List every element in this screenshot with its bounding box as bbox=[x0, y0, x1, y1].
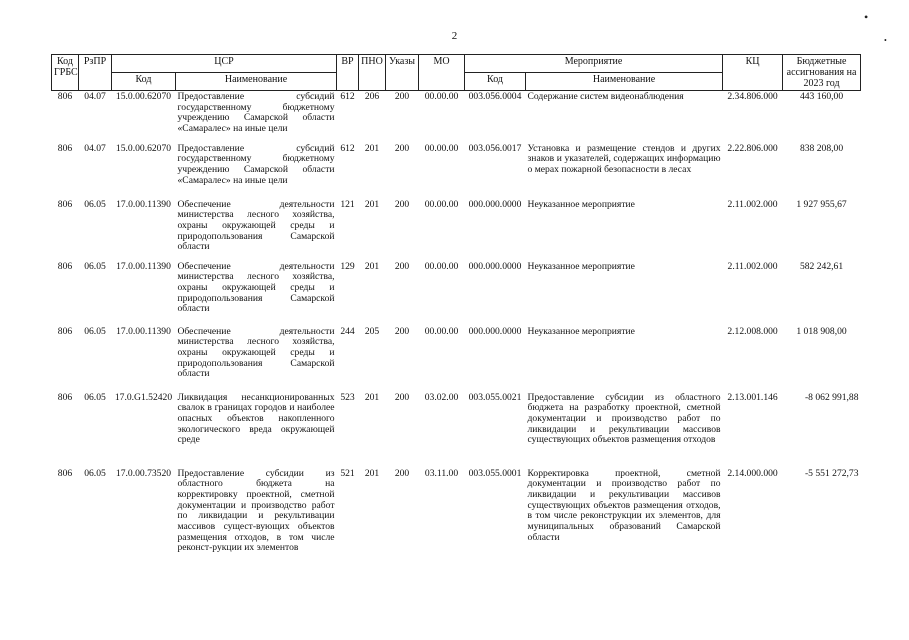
cell-grbs: 806 bbox=[57, 91, 73, 102]
header-rzpr: РзПР bbox=[79, 55, 112, 91]
header-mo: МО bbox=[419, 55, 465, 91]
cell-rzpr: 06.05 bbox=[84, 198, 106, 210]
cell-mo: 00.00.00 bbox=[424, 142, 459, 154]
cell-kc: 2.12.008.000 bbox=[727, 325, 778, 337]
cell-mer-name: Установка и размещение стендов и других знаков и указателей, содержащих информацию о мерах пожарной безопасности в лесах bbox=[527, 142, 721, 175]
cell-rzpr: 06.05 bbox=[84, 260, 106, 272]
cell-rzpr: 04.07 bbox=[84, 91, 106, 102]
cell-sum: 1 018 908,00 bbox=[796, 325, 847, 337]
cell-csr: 17.0.00.11390 bbox=[116, 198, 171, 210]
header-mer-kod: Код bbox=[465, 73, 526, 91]
cell-csr: 17.0.00.11390 bbox=[116, 325, 171, 337]
table-row bbox=[52, 199, 861, 261]
table-row bbox=[52, 91, 861, 143]
cell-grbs: 806 bbox=[57, 260, 73, 272]
cell-csr-name: Обеспечение деятельности министерства лесного хозяйства, охраны окружающей среды и природопользования Самарской области bbox=[177, 198, 335, 253]
cell-ukazy: 200 bbox=[394, 391, 410, 403]
cell-grbs: 806 bbox=[57, 142, 73, 154]
cell-pno: 205 bbox=[364, 325, 380, 337]
cell-pno: 201 bbox=[364, 467, 380, 479]
cell-sum: 582 242,61 bbox=[799, 260, 844, 272]
cell-ukazy: 200 bbox=[394, 198, 410, 210]
cell-csr: 17.0.00.11390 bbox=[116, 260, 171, 272]
header-kod-grbs: Код ГРБС bbox=[52, 55, 79, 91]
cell-mer-kod: 003.055.0001 bbox=[468, 467, 522, 479]
cell-mer-name: Корректировка проектной, сметной документации и производство работ по ликвидации и рекультивации массивов существующих объектов размещения отходов, в том числе реконструкции их элементов, для муниципальных образований Самарской области bbox=[527, 467, 721, 543]
cell-rzpr: 06.05 bbox=[84, 325, 106, 337]
scan-speck: • bbox=[864, 10, 869, 24]
cell-csr-name: Обеспечение деятельности министерства лесного хозяйства, охраны окружающей среды и природопользования Самарской области bbox=[177, 325, 335, 380]
budget-table bbox=[51, 54, 861, 554]
cell-mer-kod: 000.000.0000 bbox=[468, 325, 522, 337]
cell-mer-kod: 000.000.0000 bbox=[468, 260, 522, 272]
cell-grbs: 806 bbox=[57, 325, 73, 337]
cell-ukazy: 200 bbox=[394, 91, 410, 102]
header-mer-name: Наименование bbox=[526, 73, 723, 91]
cell-mer-kod: 003.056.0017 bbox=[468, 142, 522, 154]
cell-sum: -5 551 272,73 bbox=[804, 467, 859, 479]
cell-mer-name: Неуказанное мероприятие bbox=[527, 198, 635, 210]
header-kc: КЦ bbox=[723, 55, 783, 91]
header-csr-name: Наименование bbox=[176, 73, 337, 91]
cell-csr-name: Предоставление субсидии из областного бюджета на корректировку проектной, сметной документации и производство работ по ликвидации и рекультивации массивов сущест-вующих объектов размещения отходов, в том числе реконст-рукции их элементов bbox=[177, 467, 335, 554]
header-meropriyatie: Мероприятие bbox=[465, 55, 723, 73]
cell-rzpr: 04.07 bbox=[84, 142, 106, 154]
cell-kc: 2.34.806.000 bbox=[727, 91, 778, 102]
cell-ukazy: 200 bbox=[394, 142, 410, 154]
table-row bbox=[52, 143, 861, 199]
header-csr: ЦСР bbox=[112, 55, 337, 73]
cell-sum: 443 160,00 bbox=[799, 91, 844, 102]
table-row bbox=[52, 326, 861, 392]
cell-csr: 17.0.G1.52420 bbox=[114, 391, 173, 403]
cell-grbs: 806 bbox=[57, 391, 73, 403]
cell-mo: 00.00.00 bbox=[424, 198, 459, 210]
cell-kc: 2.22.806.000 bbox=[727, 142, 778, 154]
header-vr: ВР bbox=[337, 55, 359, 91]
cell-grbs: 806 bbox=[57, 467, 73, 479]
header-ukazy: Указы bbox=[386, 55, 419, 91]
cell-kc: 2.11.002.000 bbox=[727, 198, 778, 210]
cell-kc: 2.11.002.000 bbox=[727, 260, 778, 272]
cell-rzpr: 06.05 bbox=[84, 391, 106, 403]
cell-mo: 03.02.00 bbox=[424, 391, 459, 403]
cell-ukazy: 200 bbox=[394, 467, 410, 479]
cell-pno: 201 bbox=[364, 198, 380, 210]
cell-pno: 201 bbox=[364, 260, 380, 272]
cell-ukazy: 200 bbox=[394, 260, 410, 272]
cell-mer-name: Предоставление субсидии из областного бюджета на разработку проектной, сметной документации и производство работ по ликвидации и рекультивации массивов существующих объектов размещения отходов bbox=[527, 391, 721, 446]
cell-ukazy: 200 bbox=[394, 325, 410, 337]
cell-mo: 00.00.00 bbox=[424, 325, 459, 337]
cell-mer-name: Неуказанное мероприятие bbox=[527, 260, 635, 272]
cell-vr: 612 bbox=[340, 91, 355, 102]
cell-grbs: 806 bbox=[57, 198, 73, 210]
cell-csr-name: Ликвидация несанкционированных свалок в границах городов и наиболее опасных объектов накопленного экологического вреда окружающей среде bbox=[177, 391, 335, 446]
cell-mer-kod: 003.055.0021 bbox=[468, 391, 522, 403]
cell-vr: 244 bbox=[340, 325, 355, 337]
header-csr-kod: Код bbox=[112, 73, 176, 91]
cell-vr: 121 bbox=[340, 198, 355, 210]
cell-mo: 03.11.00 bbox=[424, 467, 459, 479]
cell-csr: 17.0.00.73520 bbox=[115, 467, 172, 479]
cell-vr: 521 bbox=[340, 467, 355, 479]
cell-mer-kod: 003.056.0004 bbox=[468, 91, 522, 102]
cell-csr-name: Предоставление субсидий государственному бюджетному учреждению Самарской области «Самаралес» на иные цели bbox=[177, 142, 335, 186]
header-pno: ПНО bbox=[359, 55, 386, 91]
cell-mo: 00.00.00 bbox=[424, 260, 459, 272]
table-row bbox=[52, 261, 861, 326]
cell-rzpr: 06.05 bbox=[84, 467, 106, 479]
header-budget: Бюджетные ассигнования на 2023 год bbox=[783, 55, 861, 91]
cell-pno: 201 bbox=[364, 391, 380, 403]
scan-speck: • bbox=[884, 36, 887, 45]
cell-mer-name: Неуказанное мероприятие bbox=[527, 325, 635, 337]
cell-vr: 612 bbox=[340, 142, 355, 154]
table-row bbox=[52, 392, 861, 468]
page-number: 2 bbox=[451, 30, 458, 42]
cell-csr: 15.0.00.62070 bbox=[115, 91, 172, 102]
cell-mer-kod: 000.000.0000 bbox=[468, 198, 522, 210]
cell-kc: 2.13.001.146 bbox=[727, 391, 778, 403]
cell-sum: 838 208,00 bbox=[799, 142, 844, 154]
cell-csr: 15.0.00.62070 bbox=[115, 142, 172, 154]
cell-sum: -8 062 991,88 bbox=[804, 391, 859, 403]
table-row bbox=[52, 468, 861, 555]
cell-mer-name: Содержание систем видеонаблюдения bbox=[527, 91, 684, 102]
cell-vr: 129 bbox=[340, 260, 355, 272]
cell-vr: 523 bbox=[340, 391, 355, 403]
cell-pno: 201 bbox=[364, 142, 380, 154]
cell-sum: 1 927 955,67 bbox=[796, 198, 847, 210]
cell-csr-name: Обеспечение деятельности министерства лесного хозяйства, охраны окружающей среды и природопользования Самарской области bbox=[177, 260, 335, 315]
cell-kc: 2.14.000.000 bbox=[727, 467, 778, 479]
cell-csr-name: Предоставление субсидий государственному бюджетному учреждению Самарской области «Самаралес» на иные цели bbox=[177, 91, 335, 135]
cell-mo: 00.00.00 bbox=[424, 91, 459, 102]
cell-pno: 206 bbox=[364, 91, 380, 102]
